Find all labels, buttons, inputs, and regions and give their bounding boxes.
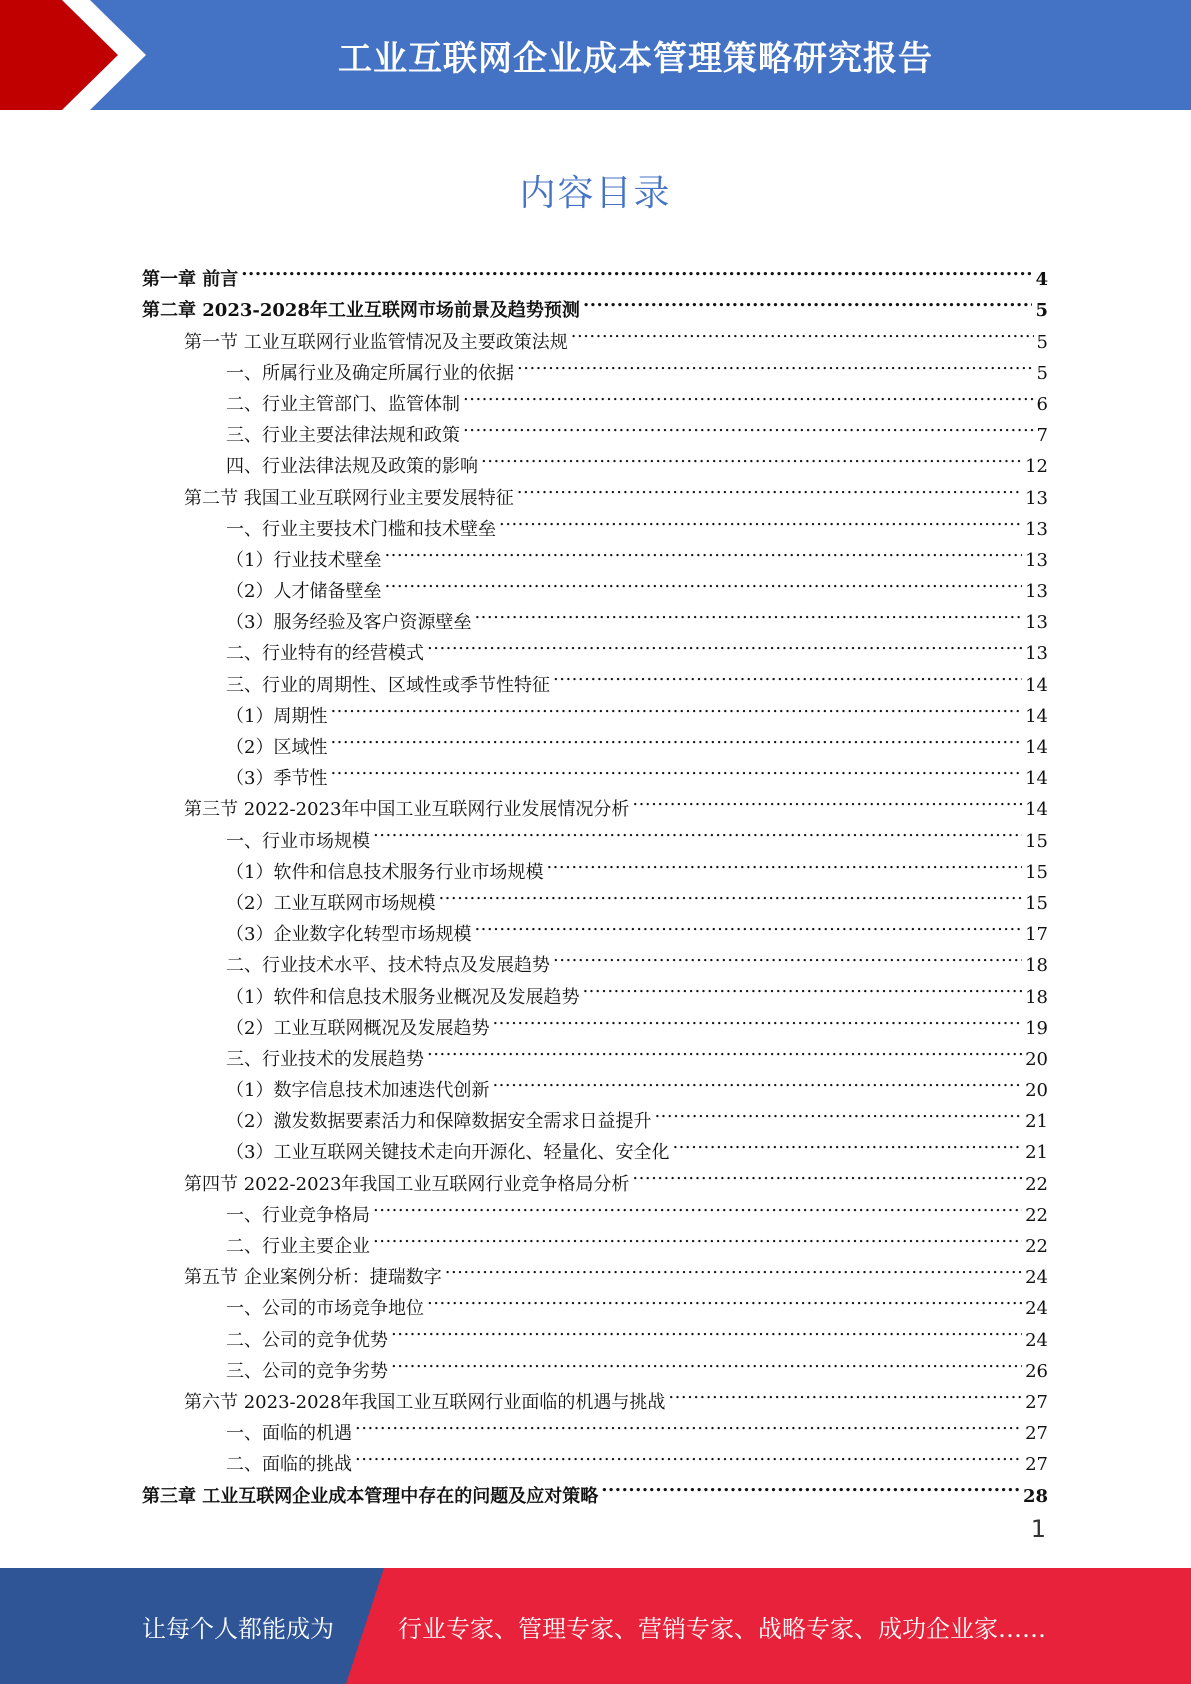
toc-entry-title: 三、行业技术的发展趋势: [226, 1048, 424, 1070]
toc-entry-title: （2）激发数据要素活力和保障数据安全需求日益提升: [226, 1111, 652, 1133]
toc-entry-title: 一、面临的机遇: [226, 1423, 352, 1445]
toc-dot-leader: [474, 909, 1022, 940]
toc-entry-title: 三、公司的竞争劣势: [226, 1360, 388, 1382]
toc-entry-title: 二、面临的挑战: [226, 1454, 352, 1476]
toc-entry-title: 一、公司的市场竞争地位: [226, 1298, 424, 1320]
toc-dot-leader: [330, 722, 1022, 753]
toc-dot-leader: [492, 1065, 1022, 1096]
toc-entry-page: 27: [1025, 1454, 1048, 1476]
toc-dot-leader: [654, 1096, 1022, 1127]
table-of-contents: [142, 254, 1048, 1507]
toc-entry-title: 第一章 前言: [142, 269, 239, 291]
toc-entry-page: 27: [1025, 1391, 1048, 1413]
toc-entry-title: 第三节 2022-2023年中国工业互联网行业发展情况分析: [184, 799, 630, 821]
toc-entry-title: 三、行业的周期性、区域性或季节性特征: [226, 674, 550, 696]
toc-entry-title: 四、行业法律法规及政策的影响: [226, 456, 478, 478]
toc-entry-page: 22: [1025, 1204, 1048, 1226]
toc-dot-leader: [241, 254, 1032, 285]
toc-dot-leader: [373, 1221, 1022, 1252]
toc-entry-page: 5: [1036, 362, 1048, 384]
toc-entry-title: （3）服务经验及客户资源壁垒: [226, 612, 472, 634]
toc-entry-page: 13: [1025, 518, 1048, 540]
toc-entry-title: （3）企业数字化转型市场规模: [226, 924, 472, 946]
toc-entry-page: 14: [1025, 799, 1048, 821]
toc-entry-page: 13: [1025, 643, 1048, 665]
report-title: 工业互联网企业成本管理策略研究报告: [338, 38, 933, 79]
toc-dot-leader: [330, 753, 1022, 784]
toc-dot-leader: [391, 1346, 1022, 1377]
toc-dot-leader: [463, 379, 1034, 410]
toc-entry-page: 20: [1025, 1048, 1048, 1070]
toc-entry-page: 14: [1025, 768, 1048, 790]
toc-dot-leader: [330, 691, 1022, 722]
toc-entry-title: （1）行业技术壁垒: [226, 549, 382, 571]
toc-dot-leader: [373, 1190, 1022, 1221]
toc-dot-leader: [492, 1003, 1022, 1034]
toc-entry-title: （3）季节性: [226, 768, 328, 790]
toc-entry-title: 二、行业技术水平、技术特点及发展趋势: [226, 955, 550, 977]
toc-entry-title: 一、所属行业及确定所属行业的依据: [226, 362, 514, 384]
toc-entry-title: 第一节 工业互联网行业监管情况及主要政策法规: [184, 331, 568, 353]
toc-entry-title: （2）人才储备壁垒: [226, 581, 382, 603]
toc-entry-page: 24: [1025, 1267, 1048, 1289]
page-number: 1: [1030, 1515, 1046, 1543]
toc-entry-title: （1）软件和信息技术服务业概况及发展趋势: [226, 986, 580, 1008]
toc-dot-leader: [553, 940, 1022, 971]
toc-entry-page: 15: [1025, 861, 1048, 883]
toc-dot-leader: [384, 535, 1022, 566]
toc-dot-leader: [517, 472, 1022, 503]
toc-entry-page: 19: [1025, 1017, 1048, 1039]
toc-entry-page: 21: [1025, 1142, 1048, 1164]
toc-entry-title: 第六节 2023-2028年我国工业互联网行业面临的机遇与挑战: [184, 1391, 666, 1413]
toc-entry-title: 三、行业主要法律法规和政策: [226, 425, 460, 447]
toc-dot-leader: [427, 628, 1022, 659]
toc-dot-leader: [601, 1470, 1020, 1501]
toc-dot-leader: [632, 1158, 1022, 1189]
footer-slogan-left: 让每个人都能成为: [142, 1614, 334, 1643]
toc-dot-leader: [474, 597, 1022, 628]
toc-dot-leader: [517, 348, 1034, 379]
toc-entry-page: 13: [1025, 487, 1048, 509]
toc-dot-leader: [391, 1314, 1022, 1345]
toc-entry-page: 13: [1025, 581, 1048, 603]
toc-dot-leader: [571, 316, 1034, 347]
toc-dot-leader: [632, 784, 1022, 815]
toc-dot-leader: [373, 815, 1022, 846]
toc-entry-title: （1）软件和信息技术服务行业市场规模: [226, 861, 544, 883]
toc-entry-page: 18: [1025, 955, 1048, 977]
toc-entry-page: 26: [1025, 1360, 1048, 1382]
toc-entry-title: 一、行业主要技术门槛和技术壁垒: [226, 518, 496, 540]
toc-dot-leader: [384, 566, 1022, 597]
toc-entry-page: 13: [1025, 549, 1048, 571]
toc-dot-leader: [463, 410, 1034, 441]
toc-dot-leader: [668, 1377, 1022, 1408]
toc-entry-title: 第四节 2022-2023年我国工业互联网行业竞争格局分析: [184, 1173, 630, 1195]
toc-entry-page: 14: [1025, 705, 1048, 727]
toc-entry-page: 22: [1025, 1173, 1048, 1195]
toc-dot-leader: [583, 285, 1033, 316]
toc-dot-leader: [445, 1252, 1022, 1283]
toc-entry-page: 5: [1035, 300, 1048, 322]
toc-entry-title: （3）工业互联网关键技术走向开源化、轻量化、安全化: [226, 1142, 670, 1164]
toc-entry-page: 4: [1035, 269, 1048, 291]
toc-entry-title: 第二节 我国工业互联网行业主要发展特征: [184, 487, 514, 509]
toc-entry-page: 17: [1025, 924, 1048, 946]
footer-band: [0, 1568, 1191, 1684]
toc-entry-page: 7: [1036, 425, 1048, 447]
toc-entry-title: （1）数字信息技术加速迭代创新: [226, 1080, 490, 1102]
toc-dot-leader: [481, 441, 1022, 472]
toc-dot-leader: [355, 1408, 1022, 1439]
header-band: [0, 0, 1191, 110]
toc-entry[interactable]: [142, 254, 1048, 291]
toc-entry-page: 15: [1025, 892, 1048, 914]
toc-entry-page: 21: [1025, 1111, 1048, 1133]
toc-entry-title: 第二章 2023-2028年工业互联网市场前景及趋势预测: [142, 300, 580, 322]
toc-entry-page: 5: [1036, 331, 1048, 353]
toc-entry-page: 12: [1025, 456, 1048, 478]
toc-heading: 内容目录: [519, 173, 672, 214]
toc-entry-title: （2）工业互联网市场规模: [226, 892, 436, 914]
toc-dot-leader: [427, 1283, 1022, 1314]
toc-dot-leader: [499, 504, 1022, 535]
toc-entry-title: 二、行业特有的经营模式: [226, 643, 424, 665]
toc-dot-leader: [427, 1034, 1022, 1065]
toc-entry-page: 6: [1036, 393, 1048, 415]
toc-entry-title: 第三章 工业互联网企业成本管理中存在的问题及应对策略: [142, 1485, 599, 1507]
toc-entry-page: 28: [1022, 1485, 1048, 1507]
toc-entry-title: （2）工业互联网概况及发展趋势: [226, 1017, 490, 1039]
toc-entry-page: 15: [1025, 830, 1048, 852]
toc-entry-page: 24: [1025, 1298, 1048, 1320]
toc-entry-title: 二、行业主要企业: [226, 1236, 370, 1257]
toc-dot-leader: [582, 971, 1022, 1002]
toc-entry-title: 一、行业竞争格局: [226, 1204, 370, 1226]
toc-entry-page: 27: [1025, 1423, 1048, 1445]
toc-entry-page: 14: [1025, 737, 1048, 758]
toc-dot-leader: [355, 1439, 1022, 1470]
toc-entry-title: （2）区域性: [226, 737, 328, 758]
footer-slogan-right: 行业专家、管理专家、营销专家、战略专家、成功企业家……: [398, 1614, 1046, 1643]
toc-entry-title: 第五节 企业案例分析：捷瑞数字: [184, 1267, 442, 1289]
toc-entry-page: 24: [1025, 1329, 1048, 1351]
toc-entry-title: （1）周期性: [226, 705, 328, 727]
toc-entry-title: 二、公司的竞争优势: [226, 1329, 388, 1351]
toc-dot-leader: [553, 659, 1022, 690]
toc-entry-page: 20: [1025, 1080, 1048, 1102]
toc-dot-leader: [672, 1127, 1022, 1158]
toc-entry[interactable]: [142, 285, 1048, 322]
toc-entry-page: 13: [1025, 612, 1048, 634]
toc-dot-leader: [546, 847, 1022, 878]
toc-dot-leader: [438, 878, 1022, 909]
toc-entry-page: 14: [1025, 674, 1048, 696]
toc-entry-page: 18: [1025, 986, 1048, 1008]
toc-entry-title: 一、行业市场规模: [226, 830, 370, 852]
toc-entry-page: 22: [1025, 1236, 1048, 1257]
toc-entry-title: 二、行业主管部门、监管体制: [226, 393, 460, 415]
header-arrow-decoration: [0, 0, 170, 110]
